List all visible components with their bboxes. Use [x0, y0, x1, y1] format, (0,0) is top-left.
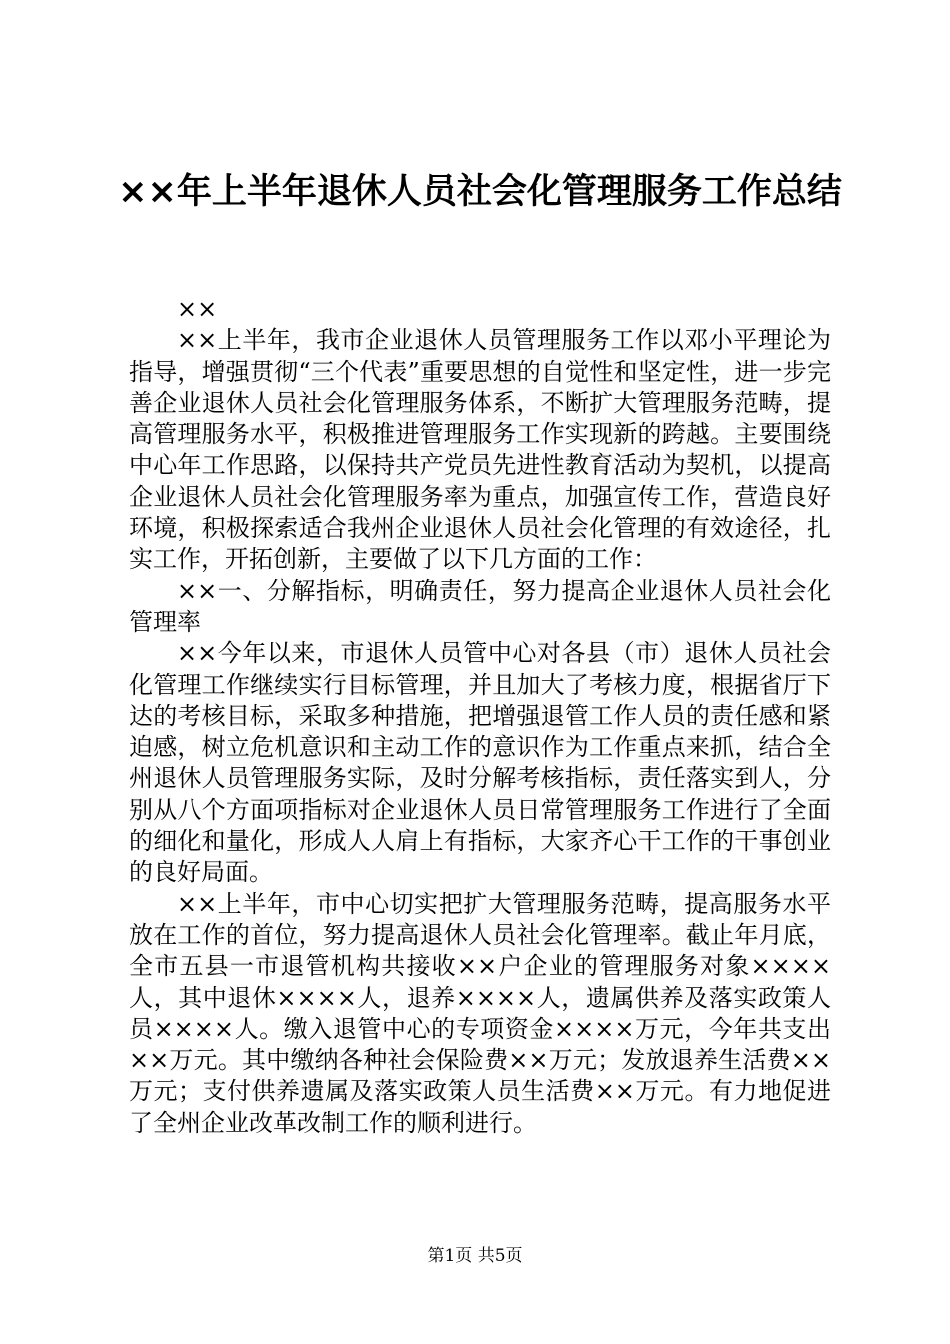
body-paragraph-1: ××今年以来，市退休人员管中心对各县（市）退休人员社会化管理工作继续实行目标管理，并且加大了考核力度，根据省厅下达的考核目标，采取多种措施，把增强退管工作人员的责任感和紧迫感，树立危机意识和主动工作的意识作为工作重点来抓，结合全州退休人员管理服务实际，及时分解考核指标，责任落实到人，分别从八个方面项指标对企业退休人员日常管理服务工作进行了全面的细化和量化，形成人人肩上有指标，大家齐心干工作的干事创业的良好局面。	[129, 639, 831, 887]
body-paragraph-2: ××上半年，市中心切实把扩大管理服务范畴，提高服务水平放在工作的首位，努力提高退休人员社会化管理率。截止年月底，全市五县一市退管机构共接收××户企业的管理服务对象××××人，其中退休××××人，退养××××人，遗属供养及落实政策人员××××人。缴入退管中心的专项资金××××万元，今年共支出××万元。其中缴纳各种社会保险费××万元；发放退养生活费××万元；支付供养遗属及落实政策人员生活费××万元。有力地促进了全州企业改革改制工作的顺利进行。	[129, 889, 831, 1137]
document-body	[129, 294, 831, 1139]
section-heading-1: ××一、分解指标，明确责任，努力提高企业退休人员社会化管理率	[129, 576, 831, 636]
intro-paragraph: ××上半年，我市企业退休人员管理服务工作以邓小平理论为指导，增强贯彻“三个代表”重要思想的自觉性和坚定性，进一步完善企业退休人员社会化管理服务体系，不断扩大管理服务范畴，提高管理服务水平，积极推进管理服务工作实现新的跨越。主要围绕中心年工作思路，以保持共产党员先进性教育活动为契机，以提高企业退休人员社会化管理服务率为重点，加强宣传工作，营造良好环境，积极探索适合我州企业退休人员社会化管理的有效途径，扎实工作，开拓创新，主要做了以下几方面的工作：	[129, 326, 831, 574]
page-number-footer: 第1页 共5页	[427, 1246, 523, 1266]
author-line: ××	[177, 295, 218, 323]
document-title: ××年上半年退休人员社会化管理服务工作总结	[118, 172, 842, 212]
